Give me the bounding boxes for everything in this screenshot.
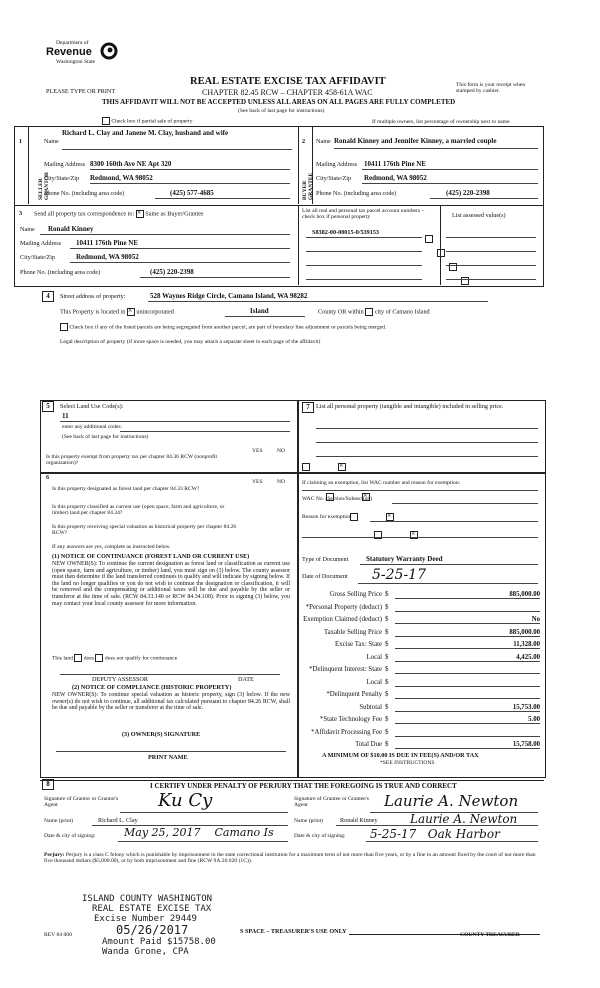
section-7-box — [298, 400, 546, 474]
notice-2-title: (2) NOTICE OF COMPLIANCE (HISTORIC PROPERTY) — [72, 684, 232, 691]
section-7-number: 7 — [302, 402, 314, 413]
fee-dollar-sign: $ — [385, 703, 389, 711]
legal-description-label: Legal description of property (if more space is needed, you may attach a separate sheet to each page of the affidavit) — [60, 339, 321, 345]
land-does-not-checkbox[interactable] — [95, 654, 103, 662]
fee-value: 885,000.00 — [395, 591, 540, 599]
multiple-owners-note: If multiple owners, list percentage of ownership next to name — [372, 119, 510, 125]
section-8-number: 8 — [42, 779, 54, 790]
grantee-signature: Laurie A. Newton — [384, 792, 519, 810]
parcel-1-checkbox[interactable] — [425, 235, 433, 243]
land-use-label: Select Land Use Code(s): — [60, 403, 124, 410]
fee-dollar-sign: $ — [385, 728, 389, 736]
exempt-question: Is this property exempt from property tax per chapter 84.36 RCW (nonprofit organization)? — [46, 454, 218, 467]
county-line: County OR within city of Camano Island — [318, 308, 430, 316]
fee-label: Excise Tax: State — [335, 641, 382, 648]
fee-label: Taxable Selling Price — [323, 628, 382, 636]
rev-number: REV 84 000 — [44, 932, 72, 938]
deputy-assessor-label: DEPUTY ASSESSOR — [92, 676, 148, 683]
corr-name-label: Name — [20, 226, 35, 233]
fee-row — [300, 629, 540, 638]
buyer-mailing: 10411 176th Pine NE — [364, 160, 427, 168]
fee-label: *Personal Property (deduct) — [305, 603, 382, 611]
grantee-date: 5-25-17 Oak Harbor — [370, 827, 500, 841]
correspondence-label: Send all property tax correspondence to: × Same as Buyer/Grantee — [34, 210, 204, 218]
corr-city: Redmond, WA 98052 — [76, 253, 139, 261]
fee-row — [300, 604, 540, 613]
fee-label: Subtotal — [359, 703, 382, 711]
see-back: (See back of last page for instructions) — [238, 108, 325, 114]
grantor-name: Richard L. Clay — [98, 817, 138, 824]
corr-mailing-label: Mailing Address — [20, 240, 62, 247]
grantor-signature: Ku Cy — [158, 790, 213, 811]
grantor-name-label: Name (print) — [44, 818, 74, 824]
fee-value — [395, 604, 540, 612]
fee-dollar-sign: $ — [385, 591, 389, 598]
fee-value — [395, 679, 540, 687]
segregated-note: Check box if any of the listed parcels are being segregated from another parcel, are part of boundary line adjustment or parcels being merged. — [60, 323, 386, 331]
fee-value: 11,328.00 — [395, 641, 540, 649]
fee-row — [300, 666, 540, 675]
deputy-date-label: DATE — [238, 676, 254, 683]
county-treasurer: COUNTY TREASURER — [460, 932, 520, 938]
grantee-name: Ronald Kinney — [340, 817, 378, 824]
buyer-mailing-label: Mailing Address — [316, 161, 358, 168]
county-value: Island — [250, 307, 269, 315]
section-6-number: 6 — [46, 474, 50, 481]
buyer-side-label: BUYER GRANTEE — [302, 172, 314, 200]
dept-line1: Department of — [56, 40, 89, 46]
stamp-line-5: Amount Paid $15758.00 — [102, 937, 216, 947]
corr-phone-label: Phone No. (including area code) — [20, 269, 101, 276]
fee-value: No — [395, 616, 540, 624]
warning-line: THIS AFFIDAVIT WILL NOT BE ACCEPTED UNLESS ALL AREAS ON ALL PAGES ARE FULLY COMPLETED — [102, 98, 456, 106]
buyer-name: Ronald Kinney and Jennifer Kinney, a married couple — [334, 137, 497, 145]
see-instructions: *SEE INSTRUCTIONS — [380, 760, 435, 766]
corr-name: Ronald Kinney — [48, 225, 94, 233]
grantor-date: May 25, 2017 Camano Is — [124, 826, 274, 839]
fee-dollar-sign: $ — [385, 678, 389, 686]
fee-dollar-sign: $ — [385, 628, 389, 636]
minimum-due-note: A MINIMUM OF $10.00 IS DUE IN FEE(S) AND/OR TAX — [322, 752, 479, 759]
treasurer-use-only: S SPACE – TREASURER'S USE ONLY — [240, 928, 347, 935]
partial-sale: Check box if partial sale of property — [102, 117, 193, 125]
fee-dollar-sign: $ — [385, 691, 389, 698]
fee-dollar-sign: $ — [385, 666, 389, 673]
grantee-sig-label: Signature of Grantee or Grantee's Agent — [294, 796, 369, 809]
this-land-line: This land does does not qualify for continuance — [52, 655, 178, 662]
fee-label: Exemption Claimed (deduct) — [303, 616, 382, 623]
fee-label: Gross Selling Price — [329, 591, 382, 598]
fee-value — [395, 729, 540, 737]
stamp-line-2: REAL ESTATE EXCISE TAX — [92, 904, 212, 914]
seller-phone-label: Phone No. (including area code) — [44, 190, 125, 197]
seller-name: Richard L. Clay and Janene M. Clay, husband and wife — [62, 129, 229, 137]
buyer-city: Redmond, WA 98052 — [364, 174, 427, 182]
seller-mailing-label: Mailing Address — [44, 161, 86, 168]
current-use-question: Is this property classified as current use (open space, farm and agriculture, or timber) land per chapter 84.34? — [52, 504, 225, 517]
seller-phone: (425) 577-4685 — [170, 189, 214, 197]
section-4-number: 4 — [42, 291, 54, 302]
grantor-date-label: Date & city of signing: — [44, 833, 96, 839]
fee-row — [300, 704, 540, 713]
fee-dollar-sign: $ — [385, 603, 389, 611]
treasurer-stamp — [82, 894, 242, 957]
fee-value: 5.00 — [395, 716, 540, 724]
designation-yes-header: YES — [252, 479, 263, 485]
seller-side-label: SELLER GRANTOR — [38, 171, 50, 200]
owner-signature-label: (3) OWNER(S) SIGNATURE — [122, 731, 201, 738]
historic-question: Is this property receiving special valuation as historical property per chapter 84.26 RCW? — [52, 524, 237, 537]
parcel-number: S8382-00-00015-0/539153 — [312, 229, 380, 236]
street-address: 528 Waynes Ridge Circle, Camano Island, WA 98282 — [150, 292, 308, 300]
grantee-date-label: Date & city of signing: — [294, 833, 346, 839]
dept-line2: Revenue — [46, 46, 92, 58]
form-chapter: CHAPTER 82.45 RCW – CHAPTER 458-61A WAC — [202, 88, 373, 97]
unincorporated-checkbox[interactable] — [127, 308, 135, 316]
fee-row — [300, 691, 540, 700]
grantee-name-label: Name (print) — [294, 818, 324, 824]
doc-type: Statutory Warranty Deed — [366, 555, 443, 563]
fee-label: *Affidavit Processing Fee — [311, 728, 382, 736]
seller-mailing: 8300 160th Ave NE Apt 320 — [90, 160, 172, 168]
additional-codes: enter any additional codes: — [62, 424, 123, 430]
seller-city-label: City/State/Zip — [44, 175, 80, 182]
fee-dollar-sign: $ — [385, 741, 389, 748]
fee-label: Local — [366, 678, 382, 686]
form-title: REAL ESTATE EXCISE TAX AFFIDAVIT — [190, 76, 386, 87]
dept-line3: Washington State — [56, 59, 96, 65]
fee-dollar-sign: $ — [385, 616, 389, 623]
land-use-see-back: (See back of last page for instructions) — [62, 434, 149, 440]
segregated-checkbox[interactable] — [60, 323, 68, 331]
stamp-line-3: Excise Number 29449 — [94, 914, 197, 924]
notice-2-body: NEW OWNER(S): To continue special valuation as historic property, sign (3) below. If the new owner(s) do not wish to continue, all additional tax calculated pursuant to chapter 84.26 RCW, shall be due and payable by the seller or transferor at the time of sale. — [52, 692, 290, 712]
buyer-phone: (425) 220-2398 — [446, 189, 490, 197]
fee-row — [300, 679, 540, 688]
forest-question: Is this property designated as forest land per chapter 84.33 RCW? — [52, 486, 200, 492]
please-type: PLEASE TYPE OR PRINT — [46, 88, 116, 95]
doc-date-label: Date of Document — [302, 573, 348, 580]
street-label: Street address of property: — [60, 293, 126, 300]
buyer-name-label: Name — [316, 138, 331, 145]
grantor-sig-label: Signature of Grantor or Grantor's Agent — [44, 796, 119, 809]
fee-dollar-sign: $ — [385, 653, 389, 661]
fee-label: *State Technology Fee — [319, 716, 382, 723]
fee-label: Local — [366, 653, 382, 661]
wac-label: WAC No. (Section/Subsection) — [302, 496, 373, 502]
fee-value — [395, 666, 540, 674]
corr-mailing: 10411 176th Pine NE — [76, 239, 139, 247]
fee-row — [300, 716, 540, 725]
section-2-number: 2 — [302, 138, 306, 145]
fee-value: 885,000.00 — [395, 629, 540, 637]
section-1-number: 1 — [19, 138, 23, 145]
fee-value: 15,758.00 — [395, 741, 540, 749]
seller-city: Redmond, WA 98052 — [90, 174, 153, 182]
corr-city-label: City/State/Zip — [20, 254, 56, 261]
reason-label: Reason for exemption — [302, 514, 352, 520]
stamp-line-6: Wanda Grone, CPA — [102, 947, 189, 957]
assessed-header: List assessed value(s) — [452, 212, 506, 219]
fee-row — [300, 654, 540, 663]
fee-value: 4,425.00 — [395, 654, 540, 662]
parcels-header: List all real and personal tax parcel account numbers – check box if personal property — [302, 208, 425, 221]
fee-row — [300, 741, 540, 750]
dor-swirl-icon — [100, 42, 118, 60]
fee-label: *Delinquent Interest: State — [309, 666, 382, 673]
fee-value: 15,753.00 — [395, 704, 540, 712]
designation-no-header: NO — [277, 479, 286, 485]
corr-phone: (425) 220-2398 — [150, 268, 194, 276]
personal-property-label: List all personal property (tangible and intangible) included in selling price. — [316, 403, 504, 410]
fee-dollar-sign: $ — [385, 641, 389, 648]
print-name-label: PRINT NAME — [148, 754, 188, 761]
fee-row — [300, 641, 540, 650]
buyer-phone-label: Phone No. (including area code) — [316, 190, 397, 197]
section-3-number: 3 — [19, 210, 23, 217]
notice-1-body: NEW OWNER(S): To continue the current designation as forest land or classification as current use (open space, farm and agriculture, or timber) land, you must sign on (3) below. The county assessor must then determine if the land transferred continues to qualify and will indicate by signing below. If the land no longer qualifies or you do not wish to continue the designation or classification, it will be removed and the compensating or additional taxes will be due and payable by the seller or transferor at the time of sale. (RCW 84.33.140 or RCW 84.34.108). Prior to signing (3) below, you may contact your local county assessor for more information. — [52, 561, 290, 607]
land-use-code: 11 — [62, 412, 69, 420]
city-of-checkbox[interactable] — [365, 308, 373, 316]
fee-label: *Delinquent Penalty — [326, 691, 382, 698]
doc-type-label: Type of Document — [302, 556, 349, 563]
notice-1-title: (1) NOTICE OF CONTINUANCE (FOREST LAND OR CURRENT USE) — [52, 553, 250, 560]
land-does-checkbox[interactable] — [74, 654, 82, 662]
exempt-yes-header: YES — [252, 448, 263, 454]
doc-date: 5-25-17 — [372, 567, 426, 583]
certify-statement: I CERTIFY UNDER PENALTY OF PERJURY THAT THE FOREGOING IS TRUE AND CORRECT — [150, 782, 457, 790]
same-as-checkbox[interactable] — [136, 210, 144, 218]
buyer-city-label: City/State/Zip — [316, 175, 352, 182]
exemption-claim-label: If claiming an exemption, list WAC number and reason for exemption: — [302, 480, 461, 486]
parcel-2-checkbox[interactable] — [437, 249, 445, 257]
stamp-line-1: ISLAND COUNTY WASHINGTON — [82, 894, 213, 904]
fee-value — [395, 691, 540, 699]
grantee-name-handwritten: Laurie A. Newton — [410, 812, 518, 826]
located-line: This Property is located in × unincorporated — [60, 308, 174, 316]
if-yes-note: If any answers are yes, complete as instructed below. — [52, 544, 171, 550]
section-5-number: 5 — [42, 401, 54, 412]
fee-row — [300, 729, 540, 738]
perjury-text: Perjury: Perjury is a class C felony which is punishable by imprisonment in the state correctional institution for a maximum term of not more than five years, or by a fine in an amount fixed by the court of not more than five thousand dollars ($5,000.00), or by both imprisonment and fine (RCW 9A.20.020 (1C)). — [44, 852, 536, 865]
fee-row — [300, 616, 540, 625]
exempt-no-header: NO — [277, 448, 286, 454]
fee-dollar-sign: $ — [385, 716, 389, 723]
seller-name-label: Name — [44, 138, 59, 145]
dor-logo — [46, 40, 118, 70]
fee-row — [300, 591, 540, 600]
partial-sale-checkbox[interactable] — [102, 117, 110, 125]
stamp-line-4: 05/26/2017 — [116, 923, 189, 937]
receipt-note: This form is your receipt when stamped by cashier. — [456, 82, 526, 95]
fee-label: Total Due — [355, 741, 382, 748]
